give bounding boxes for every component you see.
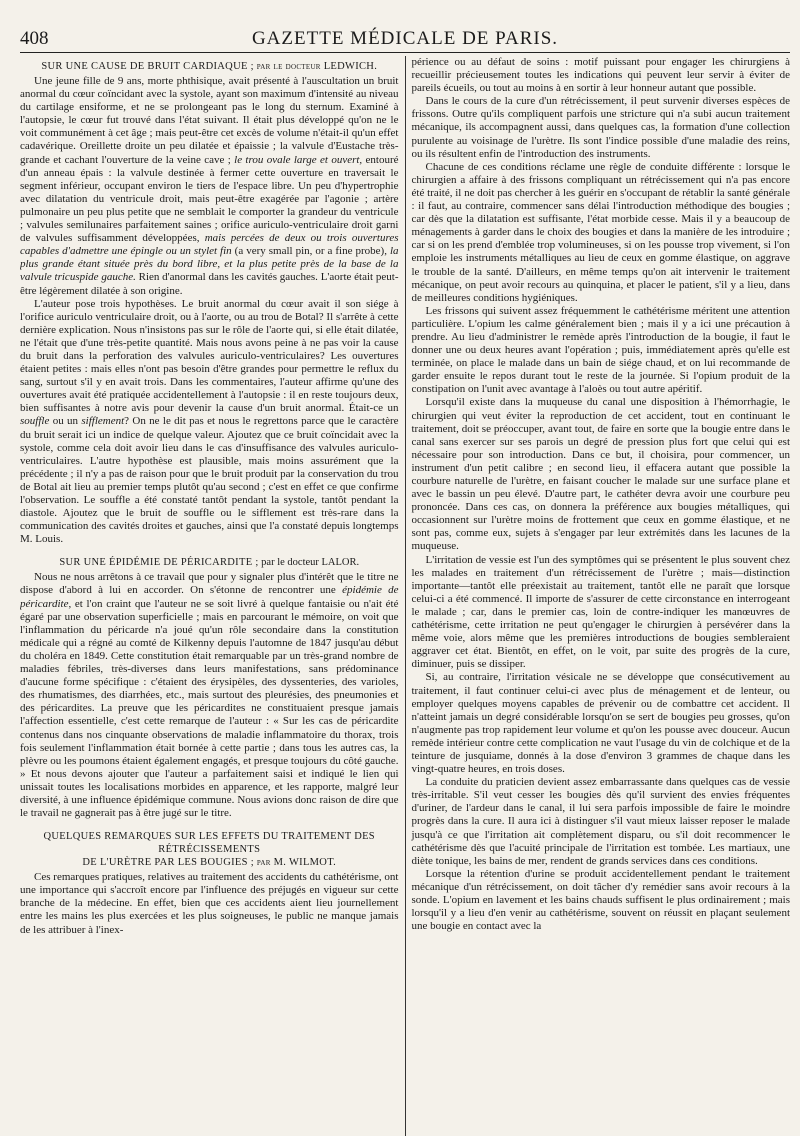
paragraph: Une jeune fille de 9 ans, morte phthisique, avait présenté à l'auscultation un bruit anormal du cœur coïncidant avec la systole, ayant son maximum d'intensité au niveau du cartilage ensiforme, et ne se prolongeant pas le long du sternum. Examiné à l'autopsie, le cœur fut trouvé dans l'état suivant. Il était plus développé qu'on ne le voit communément à cet âge ; mais peut-être cet excès de volume n'était-il qu'un effet cadavérique. Oreillette droite un peu dilatée et épaissie ; la valvule d'Eustache très-grande et cachant l'ouverture de la veine cave ; le trou ovale large et ouvert, entouré d'un anneau épais : la valvule destinée à fermer cette ouverture en traversait le segment inférieur, occupant environ le tiers de l'espace libre. Un peu d'hypertrophie avec dilatation du ventricule droit, mais peut-être exagérée par l'agonie ; artère pulmonaire un peu plus petite que ne semblait le comporter la grandeur du ventricule ; valvules semilunaires parfaitement saines ; orifice auriculo-ventriculaire droit garni de valvules suffisamment développées, mais percées de deux ou trois ouvertures capables d'admettre une épingle ou un stylet fin (a very small pin, or a fine probe), la plus grande étant située près du bord libre, et la plus petite près de la base de la valvule tricuspide gauche. Rien d'anormal dans les cavités gauches. L'aorte était peut-être légèrement dilatée à son origine.	[20, 75, 399, 297]
article-title-ledwich: SUR UNE CAUSE DE BRUIT CARDIAQUE ; par le docteur LEDWICH.	[41, 61, 378, 72]
paragraph: La conduite du praticien devient assez embarrassante dans quelques cas de vessie très-irritable. S'il veut cesser les bougies dès qu'il survient des envies fréquentes d'uriner, de l'ardeur dans le canal, il lui sera parfois impossible de faire le moindre progrès dans la cure. Il aura ici à distinguer s'il vaut mieux laisser reposer le malade jusqu'à ce que l'irritation ait complètement disparu, ou s'il doit recommencer le cathétérisme dès que l'acuité principale de l'irritation est tombée. Les martiaux, une diète tonique, les bains de mer, rendent de grands services dans ces conditions.	[411, 776, 790, 867]
paragraph: Lorsque la rétention d'urine se produit accidentellement pendant le traitement mécanique d'un rétrécissement, on doit tâcher d'y remédier sans avoir recours à la sonde. L'opium en lavement et les bains chauds suffisent le plus ordinairement ; mais lorsqu'il y a lieu d'en venir au cathétérisme, souvent on réussit en plaçant seulement une bougie en contact avec la	[411, 867, 790, 933]
article-title-lalor: SUR UNE ÉPIDÉMIE DE PÉRICARDITE ; par le docteur LALOR.	[59, 557, 360, 569]
paragraph: Nous ne nous arrêtons à ce travail que pour y signaler plus d'intérêt que le titre ne dispose d'abord à lui en accorder. On s'étonne de rencontrer une épidémie de péricardite, et l'on craint que l'auteur ne se soit livré à quelque fantaisie ou n'ait été égaré par une observation superficielle ; mais en parcourant le mémoire, on voit que l'inflammation du péricarde n'a joué qu'un rôle secondaire dans la constitution médicale qui a régné au comté de Kilkenny depuis l'automne de 1847 jusqu'au début du choléra en 1849. Cette constitution était remarquable par un très-grand nombre de maladies fébriles, très-diverses dans leurs manifestations, sans prédominance d'aucune forme spécifique : c'étaient des érysipèles, des dyssenteries, des varioles, des rhumatismes, des diarrhées, etc., mais surtout des pleurésies, des pneumonies et des péricardites. La preuve que les péricardites ne constituaient presque jamais l'affection essentielle, c'est cette remarque de l'auteur : « Sur les cas de péricardite contenus dans nos cinquante observations de maladie inflammatoire du thorax, trois fois seulement l'inflammation était bornée à cette partie ; dans tous les autres cas, la plèvre ou les poumons étaient également engagés, et presque toujours du côté gauche. » Et nous devons ajouter que l'auteur a parfaitement saisi et indiqué le lien qui unissait toutes les localisations morbides en apparence, et les rapporte, malgré leur diversité, à une influence épidémique commune. Nous avions donc raison de dire que le travail ne gagnerait pas à être jugé sur le titre.	[20, 571, 399, 820]
paragraph: Chacune de ces conditions réclame une règle de conduite différente : lorsque le chirurgien a affaire à des frissons compliquant un rétrécissement qui n'a pas encore été traité, il ne doit pas chercher à les guérir en s'occupant de rétablir la santé générale : il faut, au contraire, commencer sans délai l'introduction méthodique des bougies ; car dès que la dilatation est suffisante, l'état morbide cesse. Mais il y a beaucoup de ménagements à garder dans le choix des bougies et dans la manière de les introduire ; car si on les prend d'emblée trop volumineuses, si on les pousse trop vivement, si l'on emploie les instruments métalliques au lieu de ceux en gomme élastique, on aggrave le trouble de la santé. D'ailleurs, en même temps qu'on ait intervenir le traitement mécanique, on peut avoir recours au quinquina, et placer le patient, s'il y a lieu, dans de meilleures conditions hygiéniques.	[411, 160, 790, 304]
paragraph: L'auteur pose trois hypothèses. Le bruit anormal du cœur avait il son siége à l'orifice auriculo ventriculaire droit, ou à l'aorte, ou au trou de Botal? Il s'arrête à cette dernière explication. Nous n'insistons pas sur le rôle de l'aorte qui, si elle était dilatée, ne l'était que d'une très-petite quantité. Mais nous avons peine à ne pas voir la cause du bruit dans la perforation des valvules auriculo-ventriculaires? Les ouvertures étaient petites : mais elles n'ont pas besoin d'être grandes pour permettre le reflux du sang, surtout s'il y en avait trois. Dans les commentaires, l'auteur affirme qu'une des ouvertures avait été pratiquée accidentellement à l'autopsie : il en reste toujours deux, bien suffisantes à notre avis pour devenir la cause d'un bruit anormal. Était-ce un souffle ou un sifflement? On ne le dit pas et nous le regrettons parce que le caractère du bruit serait ici un indice de quelque valeur. Ajoutez que ce bruit coïncidait avec la systole, comme cela doit avoir lieu dans le cas d'insuffisance des valvules auriculo-ventriculaires. L'autre hypothèse est plausible, mais moins assurément que la précédente ; il n'y a pas de raison pour que le bruit produit par la conservation du trou de Botal ait lieu au premier temps plutôt qu'au second ; c'est en effet ce que confirme l'observation. Le souffle a été constaté tantôt pendant la systole, tantôt pendant la diastole. Ajoutez que le bruit de souffle ou le sifflement est très-rare dans la communication des cavités droites et gauches, ainsi que l'a constaté depuis longtemps M. Louis.	[20, 297, 399, 546]
right-column	[406, 56, 791, 1136]
journal-title: GAZETTE MÉDICALE DE PARIS.	[251, 28, 559, 49]
paragraph: Si, au contraire, l'irritation vésicale ne se développe que consécutivement au traitement, il faut continuer celui-ci avec plus de ménagement et de lenteur, ou employer quelques moyens capables de prévenir ou de combattre cet accident. Il n'atteint jamais un degré considérable lorsqu'on se sert de bougies peu grosses, qu'on n'augmente pas trop rapidement leur volume et qu'on les pousse avec douceur. Aucun remède intérieur contre cette complication ne vaut l'usage du vin de colchique et de la teinture de jusquiame, donnés à la dose d'environ 3 grammes de chaque dans les vingt-quatre heures, en trois doses.	[411, 671, 790, 776]
paragraph: Ces remarques pratiques, relatives au traitement des accidents du cathétérisme, ont une importance qui s'accroît encore par l'influence des préjugés en vigueur sur cette branche de la médecine. En effet, bien que ces accidents aient lieu journellement entre les mains les plus exercées et les plus soigneuses, le public ne manque jamais de les attribuer à l'inex-	[20, 871, 399, 936]
text-columns	[20, 56, 790, 1136]
article-title-wilmot: QUELQUES REMARQUES SUR LES EFFETS DU TRAITEMENT DES RÉTRÉCISSEMENTS DE L'URÈTRE PAR LES BOUGIES ; par M. WILMOT.	[43, 831, 375, 869]
paragraph: périence ou au défaut de soins : motif puissant pour engager les chirurgiens à recueillir précieusement toutes les indications qui peuvent leur servir à éviter de pareils écueils, ou tout au moins à en sortir à leur honneur autant que possible.	[411, 56, 790, 95]
paragraph: Dans le cours de la cure d'un rétrécissement, il peut survenir diverses espèces de frissons. Outre qu'ils compliquent parfois une stricture qui n'a subi aucun traitement mécanique, ils accompagnent aussi, dans quelques cas, la formation d'une collection purulente au voisinage de l'urètre. Ils sont l'indice possible d'une maladie des reins, ou ils résultent enfin de l'introduction des instruments.	[411, 95, 790, 160]
running-header	[20, 26, 790, 53]
paragraph: Les frissons qui suivent assez fréquemment le cathétérisme méritent une attention particulière. L'opium les calme généralement bien ; mais il y a ici une précaution à prendre. Au lieu d'administrer le remède après l'introduction de la bougie, il faut le donner une ou deux heures avant l'opération ; puis, immédiatement après qu'elle est terminée, on place le malade dans un bain de siége chaud, et on lui recommande de garder ensuite le repos durant tout le reste de la journée. Si l'opium produit de la constipation on l'unit avec avantage à l'aloès ou tout autre apéritif.	[411, 304, 790, 396]
paragraph: L'irritation de vessie est l'un des symptômes qui se présentent le plus souvent chez les malades en traitement d'un rétrécissement de l'urètre ; mais—distinction importante—tantôt elle préexistait au traitement, tantôt elle ne paraît que lorsque celui-ci a été commencé. Il importe de s'assurer de cette circonstance en interrogeant le malade ; car, dans le premier cas, loin de contre-indiquer les manœuvres de cathétérisme, cette irritation ne peut qu'engager le chirurgien à persévérer dans la même voie, alors même que les premières introductions de bougies sembleraient aggraver cet état. Bientôt, en effet, on le voit, par suite des progrès de la cure, diminuer, puis se dissiper.	[411, 553, 790, 671]
paragraph: Lorsqu'il existe dans la muqueuse du canal une disposition à l'hémorrhagie, le chirurgien qui veut éviter la reproduction de cet accident, tout en continuant le traitement, doit se préoccuper, avant tout, de faire en sorte que la bougie entre dans le canal sans exercer sur ses parois un degré de pression plus fort que celui qui est nécessaire pour son introduction. Dans ce but, il choisira, pour commencer, un instrument d'un petit calibre ; en second lieu, il effacera autant que possible la courbure naturelle de l'urètre, en faisant coucher le malade sur une surface plane et avec le bassin un peu élevé. D'autre part, le cathéter devra avoir une courbure peu prononcée. Dans ces cas, on donnera la préférence aux bougies métalliques, qui occasionnent sur l'urètre moins de frottement que ceux en gomme élastique, et ne sont pas, comme eux, sujets à s'engager par leur extrémités dans les lacunes de la muqueuse.	[411, 396, 790, 553]
page-number: 408	[20, 28, 49, 49]
left-column	[20, 56, 406, 1136]
